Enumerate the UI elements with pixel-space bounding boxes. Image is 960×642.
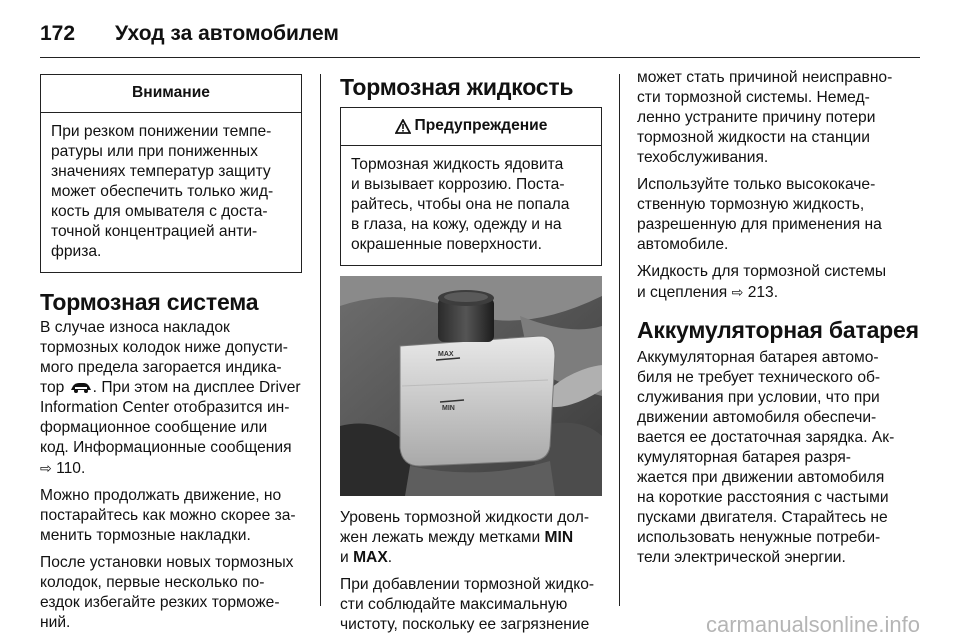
column-divider	[619, 74, 620, 606]
text-line: В случае износа накладок	[40, 319, 230, 336]
min-label: MIN	[544, 529, 574, 546]
text-line: Жидкость для тормозной системы	[637, 263, 887, 280]
text-line: мого предела загорается индика-	[40, 359, 282, 376]
text-line: тели электрической энергии.	[637, 549, 846, 566]
arrow-reference-icon: ⇨	[731, 284, 744, 300]
paragraph	[637, 175, 919, 255]
text-line: использовать ненужные потреби-	[637, 529, 881, 546]
text-line: ездок избегайте резких торможе-	[40, 594, 280, 611]
paragraph	[40, 553, 302, 633]
warning-title: Предупреждение	[414, 117, 548, 134]
text-line: чистоту, поскольку ее загрязнение	[340, 616, 590, 633]
warning-box	[340, 107, 602, 266]
notice-line: фриза.	[51, 243, 102, 260]
text-line	[40, 458, 302, 479]
paragraph	[637, 348, 919, 568]
brake-fluid-reservoir-photo	[340, 276, 602, 496]
notice-body	[41, 113, 301, 272]
page-header	[40, 12, 920, 56]
text-fragment: жен лежать между метками	[340, 529, 541, 546]
paragraph	[340, 575, 602, 635]
notice-line: кость для омывателя с доста-	[51, 203, 268, 220]
text-fragment: и сцепления	[637, 284, 728, 301]
warning-header	[341, 108, 601, 146]
column-middle	[340, 74, 602, 642]
text-line: Аккумуляторная батарея автомо-	[637, 349, 879, 366]
text-line: Information Center отобразится ин-	[40, 399, 290, 416]
notice-line: ратуры или при пониженных	[51, 143, 258, 160]
warning-line: райтесь, чтобы она не попала	[351, 196, 570, 213]
notice-title: Внимание	[41, 75, 301, 113]
text-line: ний.	[40, 614, 71, 631]
text-fragment: .	[387, 549, 393, 566]
text-line: После установки новых тормозных	[40, 554, 294, 571]
max-label: MAX	[353, 549, 388, 566]
text-line: вается ее достаточная зарядка. Ак-	[637, 429, 895, 446]
header-rule	[40, 57, 920, 58]
warning-line: и вызывает коррозию. Поста-	[351, 176, 565, 193]
section-title-brake-system: Тормозная система	[40, 289, 259, 315]
text-line	[340, 548, 602, 568]
notice-line: может обеспечить только жид-	[51, 183, 274, 200]
page-number: 172	[40, 22, 76, 45]
text-line: ственную тормозную жидкость,	[637, 196, 865, 213]
column-left	[40, 74, 302, 640]
text-line: на короткие расстояния с частыми	[637, 489, 889, 506]
text-line: ленно устраните причину потери	[637, 109, 876, 126]
column-right	[637, 68, 919, 575]
text-line: постарайтесь как можно скорее за-	[40, 507, 296, 524]
text-line: пусками двигателя. Старайтесь не	[637, 509, 888, 526]
text-line: код. Информационные сообщения	[40, 439, 292, 456]
column-divider	[320, 74, 321, 606]
text-line	[637, 282, 919, 303]
text-line: автомобиле.	[637, 236, 729, 253]
text-line: менить тормозные накладки.	[40, 527, 251, 544]
text-line: сти тормозной системы. Немед-	[637, 89, 870, 106]
text-line: сти соблюдайте максимальную	[340, 596, 568, 613]
notice-line: значениях температур защиту	[51, 163, 271, 180]
notice-line: точной концентрацией анти-	[51, 223, 258, 240]
paragraph	[637, 68, 919, 168]
warning-triangle-icon	[395, 119, 411, 134]
warning-body	[341, 146, 601, 265]
text-line: Используйте только высококаче-	[637, 176, 876, 193]
text-line: техобслуживания.	[637, 149, 769, 166]
text-fragment: и	[340, 549, 349, 566]
text-line	[40, 378, 302, 398]
text-line: кумуляторная батарея разря-	[637, 449, 852, 466]
text-line	[340, 528, 602, 548]
text-line: биля не требует технического об-	[637, 369, 881, 386]
warning-line: окрашенные поверхности.	[351, 236, 542, 253]
text-line: тормозной жидкости на станции	[637, 129, 870, 146]
text-line: может стать причиной неисправно-	[637, 69, 893, 86]
paragraph	[637, 262, 919, 303]
svg-text:MAX: MAX	[438, 351, 454, 358]
warning-line: Тормозная жидкость ядовита	[351, 156, 564, 173]
reservoir-illustration	[340, 276, 602, 496]
paragraph	[40, 318, 302, 479]
text-line: тормозных колодок ниже допусти-	[40, 339, 288, 356]
page-title: Уход за автомобилем	[115, 22, 339, 45]
text-line: Можно продолжать движение, но	[40, 487, 282, 504]
text-line: разрешенную для применения на	[637, 216, 882, 233]
text-line: жается при движении автомобиля	[637, 469, 885, 486]
arrow-reference-icon: ⇨	[40, 460, 52, 476]
text-line: колодок, первые несколько по-	[40, 574, 265, 591]
watermark: carmanualsonline.info	[705, 612, 920, 637]
text-fragment: тор	[40, 379, 65, 396]
text-line: Уровень тормозной жидкости дол-	[340, 509, 590, 526]
svg-text:MIN: MIN	[442, 405, 455, 412]
section-title-brake-fluid: Тормозная жидкость	[340, 74, 574, 100]
notice-line: При резком понижении темпе-	[51, 123, 272, 140]
text-line: При добавлении тормозной жидко-	[340, 576, 595, 593]
text-line: движении автомобиля обеспечи-	[637, 409, 877, 426]
text-line: формационное сообщение или	[40, 419, 268, 436]
warning-line: в глаза, на кожу, одежду и на	[351, 216, 562, 233]
notice-box	[40, 74, 302, 273]
text-fragment: . При этом на дисплее Driver	[92, 379, 301, 396]
text-line: служивания при условии, что при	[637, 389, 880, 406]
paragraph	[40, 486, 302, 546]
paragraph	[340, 508, 602, 568]
page-reference[interactable]: 110.	[56, 460, 86, 477]
page-reference[interactable]: 213.	[747, 284, 779, 301]
car-brake-indicator-icon	[69, 381, 93, 393]
section-title-battery: Аккумуляторная батарея	[637, 317, 919, 343]
